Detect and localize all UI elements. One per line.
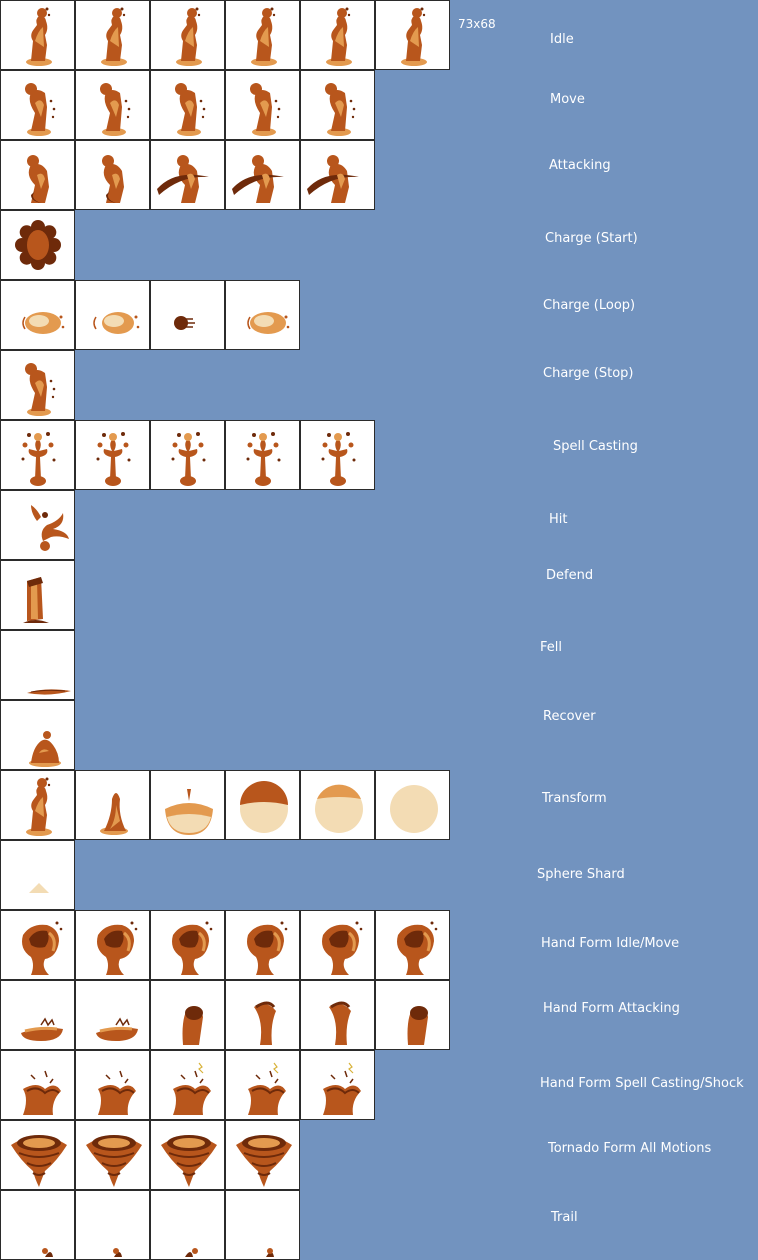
sprite-frame: [225, 1120, 300, 1190]
sprite-figure-lean-icon: [1, 71, 74, 139]
sheet-row-move: [0, 70, 758, 140]
sprite-frame: [75, 0, 150, 70]
sprite-frame: [150, 770, 225, 840]
sprite-shard-icon: [1, 841, 74, 909]
sprite-figure-attack-icon: [1, 141, 74, 209]
sprite-frame: [75, 1190, 150, 1260]
sprite-hand-attack-icon: [1, 981, 74, 1049]
sprite-trail-icon: [226, 1191, 299, 1259]
sheet-row-attacking: [0, 140, 758, 210]
sprite-frame: [0, 840, 75, 910]
sprite-frame: [0, 70, 75, 140]
sprite-frame: [225, 140, 300, 210]
sprite-frame: [75, 1120, 150, 1190]
sprite-frame: [0, 350, 75, 420]
row-label: Move: [550, 92, 585, 107]
sprite-transform-icon: [76, 771, 149, 839]
sprite-frame: [0, 490, 75, 560]
sprite-frame: [75, 70, 150, 140]
sprite-frame: [0, 280, 75, 350]
sprite-flower-icon: [1, 211, 74, 279]
sprite-transform-icon: [301, 771, 374, 839]
sprite-pillar-icon: [1, 561, 74, 629]
sprite-frame: [150, 1120, 225, 1190]
row-label: Charge (Stop): [543, 366, 634, 381]
sprite-hand-attack-icon: [151, 981, 224, 1049]
sprite-frame: [225, 70, 300, 140]
sprite-frame: [150, 980, 225, 1050]
sprite-frame: [225, 1050, 300, 1120]
sheet-row-hit: [0, 490, 758, 560]
sprite-hand-icon: [151, 911, 224, 979]
sprite-transform-icon: [1, 771, 74, 839]
sprite-hand-attack-icon: [76, 981, 149, 1049]
sprite-hand-cast-icon: [151, 1051, 224, 1119]
frame-size-label: 73x68: [458, 17, 496, 31]
sprite-tornado-icon: [1, 1121, 74, 1189]
sprite-figure-attack-icon: [151, 141, 224, 209]
sprite-hand-attack-icon: [301, 981, 374, 1049]
row-label: Fell: [540, 640, 562, 655]
sheet-row-sphere-shard: [0, 840, 758, 910]
row-label: Idle: [550, 32, 574, 47]
sprite-frame: [300, 70, 375, 140]
sprite-frame: [150, 140, 225, 210]
sprite-frame: [0, 560, 75, 630]
sheet-row-hand-form-attacking: [0, 980, 758, 1050]
sprite-figure-lean-icon: [1, 351, 74, 419]
row-label: Hit: [549, 512, 568, 527]
sprite-figure-icon: [1, 1, 74, 69]
sprite-frame: [150, 280, 225, 350]
row-label: Sphere Shard: [537, 867, 625, 882]
sheet-row-hand-form-spell-casting-shock: [0, 1050, 758, 1120]
sprite-hand-icon: [376, 911, 449, 979]
sprite-hand-cast-icon: [301, 1051, 374, 1119]
sprite-frame: [0, 1050, 75, 1120]
sprite-frame: [0, 140, 75, 210]
sprite-figure-attack-icon: [301, 141, 374, 209]
sprite-frame: [0, 1190, 75, 1260]
sprite-frame: [75, 140, 150, 210]
row-label: Transform: [542, 791, 607, 806]
sprite-frame: [0, 1120, 75, 1190]
sprite-frame: [375, 910, 450, 980]
sprite-frame: [0, 630, 75, 700]
sprite-frame: [225, 420, 300, 490]
sprite-transform-icon: [376, 771, 449, 839]
sheet-row-spell-casting: [0, 420, 758, 490]
sprite-caster-icon: [301, 421, 374, 489]
row-label: Defend: [546, 568, 594, 583]
sheet-row-idle: [0, 0, 758, 70]
sprite-figure-lean-icon: [301, 71, 374, 139]
sprite-hand-icon: [76, 911, 149, 979]
sprite-frame: [75, 980, 150, 1050]
row-label: Charge (Start): [545, 231, 638, 246]
sprite-figure-icon: [376, 1, 449, 69]
sprite-frame: [300, 770, 375, 840]
sprite-frame: [0, 210, 75, 280]
sprite-tornado-icon: [151, 1121, 224, 1189]
sprite-transform-icon: [226, 771, 299, 839]
sprite-frame: [0, 420, 75, 490]
sprite-hand-attack-icon: [226, 981, 299, 1049]
sprite-frame: [225, 280, 300, 350]
row-label: Recover: [543, 709, 596, 724]
sprite-figure-icon: [301, 1, 374, 69]
sprite-cloud-icon: [1, 281, 74, 349]
sprite-figure-icon: [226, 1, 299, 69]
sprite-frame: [0, 700, 75, 770]
row-label: Spell Casting: [553, 439, 638, 454]
row-label: Tornado Form All Motions: [548, 1141, 712, 1156]
sprite-caster-icon: [1, 421, 74, 489]
sprite-trail-icon: [1, 1191, 74, 1259]
sprite-figure-lean-icon: [76, 71, 149, 139]
sprite-figure-icon: [151, 1, 224, 69]
row-label: Attacking: [549, 158, 611, 173]
sprite-mound-icon: [1, 701, 74, 769]
sprite-hand-attack-icon: [376, 981, 449, 1049]
sheet-row-defend: [0, 560, 758, 630]
sprite-frame: [225, 770, 300, 840]
sprite-frame: [225, 910, 300, 980]
sprite-hand-cast-icon: [1, 1051, 74, 1119]
sprite-frame: [225, 0, 300, 70]
sheet-row-charge-loop: [0, 280, 758, 350]
row-label: Hand Form Idle/Move: [541, 936, 680, 951]
sheet-row-recover: [0, 700, 758, 770]
sprite-frame: [150, 1190, 225, 1260]
sprite-frame: [0, 0, 75, 70]
sprite-frame: [300, 420, 375, 490]
sprite-frame: [75, 280, 150, 350]
sprite-frame: [300, 140, 375, 210]
sprite-tornado-icon: [226, 1121, 299, 1189]
row-label: Hand Form Spell Casting/Shock: [540, 1076, 744, 1091]
sprite-hand-cast-icon: [226, 1051, 299, 1119]
sprite-cloud-icon: [226, 281, 299, 349]
sprite-hand-icon: [226, 911, 299, 979]
sprite-figure-attack-icon: [226, 141, 299, 209]
row-label: Charge (Loop): [543, 298, 636, 313]
sheet-row-charge-stop: [0, 350, 758, 420]
sprite-frame: [150, 910, 225, 980]
sheet-row-transform: [0, 770, 758, 840]
sprite-figure-icon: [76, 1, 149, 69]
sprite-caster-icon: [76, 421, 149, 489]
sprite-trail-icon: [76, 1191, 149, 1259]
sprite-frame: [75, 420, 150, 490]
sprite-cloud-icon: [151, 281, 224, 349]
sprite-trail-icon: [151, 1191, 224, 1259]
sprite-hand-icon: [301, 911, 374, 979]
sprite-frame: [75, 770, 150, 840]
sprite-figure-lean-icon: [151, 71, 224, 139]
sprite-frame: [300, 980, 375, 1050]
sprite-frame: [0, 980, 75, 1050]
sprite-hand-icon: [1, 911, 74, 979]
sprite-frame: [0, 910, 75, 980]
sprite-frame: [375, 980, 450, 1050]
row-label: Hand Form Attacking: [543, 1001, 680, 1016]
sprite-frame: [75, 1050, 150, 1120]
sprite-frame: [225, 980, 300, 1050]
sprite-hit-icon: [1, 491, 74, 559]
sprite-frame: [150, 1050, 225, 1120]
sprite-frame: [75, 910, 150, 980]
sprite-frame: [150, 420, 225, 490]
sprite-puddle-icon: [1, 631, 74, 699]
sprite-frame: [0, 770, 75, 840]
sprite-caster-icon: [226, 421, 299, 489]
sheet-row-trail: [0, 1190, 758, 1260]
sprite-frame: [300, 1050, 375, 1120]
sprite-frame: [150, 0, 225, 70]
sprite-tornado-icon: [76, 1121, 149, 1189]
sheet-row-charge-start: [0, 210, 758, 280]
sprite-frame: [300, 0, 375, 70]
row-label: Trail: [551, 1210, 578, 1225]
sheet-row-hand-form-idle-move: [0, 910, 758, 980]
sprite-frame: [375, 0, 450, 70]
sprite-frame: [375, 770, 450, 840]
sprite-frame: [300, 910, 375, 980]
sheet-row-fell: [0, 630, 758, 700]
sprite-frame: [150, 70, 225, 140]
sprite-cloud-icon: [76, 281, 149, 349]
sprite-figure-lean-icon: [226, 71, 299, 139]
sprite-figure-attack-icon: [76, 141, 149, 209]
sprite-frame: [225, 1190, 300, 1260]
sprite-transform-icon: [151, 771, 224, 839]
sheet-row-tornado-form-all-motions: [0, 1120, 758, 1190]
sprite-hand-cast-icon: [76, 1051, 149, 1119]
sprite-caster-icon: [151, 421, 224, 489]
